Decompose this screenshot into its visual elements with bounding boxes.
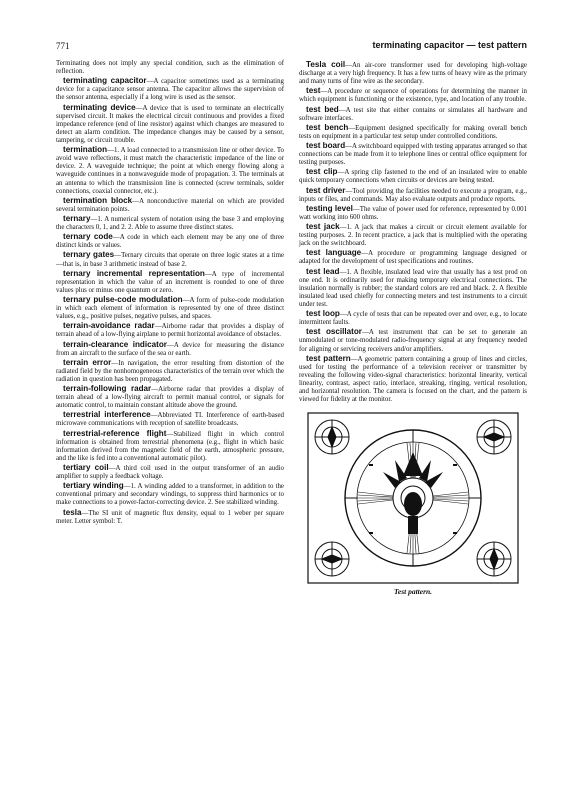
entry-definition: —The value of power used for reference, represented by 0.001 watt working into 600 ohms. bbox=[299, 205, 527, 221]
entry-definition: —A test instrument that can be set to generate an unmodulated or tone-modulated radio-frequency signal at any frequency needed for aligning or servicing receivers and/or amplifiers. bbox=[299, 329, 527, 353]
page-number: 771 bbox=[56, 41, 70, 51]
page-header bbox=[56, 30, 527, 52]
entry-definition: —A procedure or sequence of operations for determining the manner in which equipment is functioning or the existence, type, and location of any trouble. bbox=[299, 88, 527, 104]
entry-definition: —A third coil used in the output transformer of an audio amplifier to supply a feedback voltage. bbox=[56, 465, 284, 481]
dictionary-entry bbox=[56, 103, 284, 146]
entry-definition: —1. A numerical system of notation using the base 3 and employing the characters 0, 1, and 2. 2. Able to assume three distinct states. bbox=[56, 215, 284, 232]
entry-term: test lead bbox=[306, 266, 340, 276]
dictionary-entry bbox=[56, 340, 284, 358]
dictionary-entry bbox=[299, 222, 527, 248]
entry-definition: —A form of pulse-code modulation in which each element of information is represented by one of three distinct values, e.g., positive pulses, negative pulses, and spaces. bbox=[56, 296, 285, 321]
dictionary-entry bbox=[299, 123, 527, 141]
dictionary-entry bbox=[299, 105, 527, 123]
dictionary-entry bbox=[56, 321, 284, 339]
right-column bbox=[299, 60, 527, 404]
entry-term: tesla bbox=[63, 507, 82, 517]
corner-circle-top-right bbox=[477, 420, 511, 454]
dictionary-entry bbox=[299, 327, 527, 353]
entry-term: terminating device bbox=[63, 102, 136, 112]
dictionary-entry bbox=[56, 358, 284, 384]
entry-term: test bench bbox=[306, 122, 349, 132]
dictionary-entry bbox=[56, 214, 284, 232]
entry-term: terrain error bbox=[63, 357, 112, 367]
dictionary-entry bbox=[56, 295, 284, 321]
entry-term: ternary incremental representation bbox=[63, 268, 205, 278]
entry-term: termination block bbox=[63, 195, 133, 205]
dictionary-entry bbox=[56, 250, 284, 268]
entry-definition: —1. A jack that makes a circuit or circuit element available for testing purposes. 2. In recent practice, a jack that is multiplied with the operating jack on the switchboard. bbox=[299, 223, 527, 248]
dictionary-entry bbox=[56, 481, 284, 507]
entry-definition: —A cycle of tests that can be repeated over and over, e.g., to locate intermittent faults. bbox=[299, 311, 527, 327]
entry-definition: —A procedure or programming language designed or adapted for the development of test specifications and routines. bbox=[299, 250, 527, 266]
entry-definition: —A device that is used to terminate an electrically supervised circuit. It makes the electrical circuit continuous and provides a fixed impedance reference (end of line resistor) against which changes are measured to detect an alarm condition. The impedance changes may be caused by a sensor, tampering, or circuit trouble. bbox=[56, 104, 284, 144]
entry-definition: —A type of incremental representation in which the value of an increment is rounded to one of three values plus or minus one quantum or zero. bbox=[56, 270, 284, 294]
entry-definition: —A geometric pattern containing a group of lines and circles, used for testing the performance of a television receiver or transmitter by revealing the following video-signal characteristics: horizontal linearity, vertical linearity, contrast, aspect ratio, interlace, streaking, ringing, vertical resolution, and horizontal resolution. The camera is focused on the chart, and the pattern is viewed for fidelity at the monitor. bbox=[299, 355, 527, 404]
entry-term: test board bbox=[306, 140, 346, 150]
entry-definition: —1. A load connected to a transmission line or other device. To avoid wave reflections, it must match the characteristic impedance of the line or device. 2. A waveguide technique; the point at which energy flowing along a waveguide continues in a nonwaveguide mode of propagation. 3. The terminals at an antenna to which the transmission line is connected (screw terminals, solder connections, coaxial connector, etc.). bbox=[56, 147, 284, 195]
entry-term: tertiary winding bbox=[63, 481, 124, 491]
dictionary-entry bbox=[56, 232, 284, 250]
dictionary-entry bbox=[299, 248, 527, 266]
dictionary-entry bbox=[56, 60, 284, 76]
entry-term: ternary gates bbox=[63, 250, 115, 260]
entry-term: test bbox=[306, 86, 321, 96]
entry-term: test jack bbox=[306, 221, 340, 231]
corner-circle-bottom-right bbox=[477, 542, 511, 576]
dictionary-entry bbox=[299, 60, 527, 86]
two-column-body bbox=[56, 60, 527, 597]
entry-definition: —A spring clip fastened to the end of an insulated wire to enable quick temporary connections when circuits or devices are being tested. bbox=[299, 169, 528, 185]
dictionary-entry bbox=[299, 141, 527, 167]
entry-term: ternary code bbox=[63, 232, 113, 242]
dictionary-entry bbox=[56, 463, 284, 481]
dictionary-entry bbox=[299, 204, 527, 222]
entry-term: Tesla coil bbox=[306, 60, 346, 69]
dictionary-entry bbox=[299, 86, 527, 104]
entry-definition: Terminating does not imply any special condition, such as the elimination of reflection. bbox=[56, 60, 284, 76]
entry-term: tertiary coil bbox=[63, 463, 109, 473]
entry-term: terrain-clearance indicator bbox=[63, 339, 167, 349]
right-column-wrapper bbox=[299, 60, 527, 597]
entry-term: test oscillator bbox=[306, 327, 362, 337]
entry-definition: —Equipment designed specifically for making overall bench tests on equipment in a particular test setup under controlled conditions. bbox=[299, 124, 527, 140]
entry-term: ternary pulse-code modulation bbox=[63, 294, 183, 304]
entry-definition: —Abbreviated TI. Interference of earth-based microwave communications with reception of satellite broadcasts. bbox=[56, 412, 284, 428]
entry-definition: —1. A winding added to a transformer, in addition to the conventional primary and secondary windings, to suppress third harmonics or to make connections to a power-factor-correcting device. 2. See stabilized winding. bbox=[56, 483, 284, 507]
dictionary-entry bbox=[56, 410, 284, 428]
entry-definition: —Stabilized flight in which control information is obtained from terrestrial phenomena (e.g., flight in which basic information derived from the magnetic field of the earth, atmospheric pressure, and the like is fed into a conventional automatic pilot). bbox=[56, 430, 285, 462]
entry-definition: —A capacitor sometimes used as a terminating device for a capacitance sensor antenna. The capacitor allows the supervision of the sensor antenna, especially if a long wire is used as the sensor. bbox=[56, 78, 284, 102]
dictionary-entry bbox=[299, 267, 527, 310]
entry-definition: —In navigation, the error resulting from distortion of the radiated field by the nonhomogeneous characteristics of the terrain over which the radiation in question has been propagated. bbox=[56, 359, 285, 383]
entry-term: test clip bbox=[306, 167, 338, 177]
corner-circle-bottom-left bbox=[315, 542, 349, 576]
dictionary-entry bbox=[56, 145, 284, 196]
corner-circle-top-left bbox=[315, 420, 349, 454]
entry-term: terrestrial-reference flight bbox=[63, 428, 167, 438]
entry-term: test language bbox=[306, 248, 362, 258]
entry-term: terrain-avoidance radar bbox=[63, 321, 155, 331]
entry-term: testing level bbox=[306, 203, 353, 213]
running-head: terminating capacitor — test pattern bbox=[372, 40, 527, 50]
dictionary-entry bbox=[299, 354, 527, 405]
dictionary-entry bbox=[56, 196, 284, 214]
dictionary-entry bbox=[299, 167, 527, 185]
left-column bbox=[56, 60, 284, 597]
entry-term: ternary bbox=[63, 213, 91, 223]
entry-term: termination bbox=[63, 145, 108, 155]
dictionary-entry bbox=[56, 76, 284, 102]
entry-definition: —A nonconductive material on which are provided several termination points. bbox=[56, 197, 284, 213]
entry-term: test bed bbox=[306, 104, 339, 114]
entry-term: terrestrial interference bbox=[63, 410, 151, 420]
entry-definition: —Airborne radar that provides a display of terrain ahead of a low-flying aircraft to permit manual control, or signals for automatic control, to maintain constant altitude above the ground. bbox=[56, 386, 284, 410]
entry-definition: —1. A flexible, insulated lead wire that usually has a test prod on one end. It is ordinarily used for making temporary electrical connections. The insulation normally is rubber; the standard colors are red and black. 2. A flexible insulated lead used chiefly for connecting meters and test instruments to a circuit under test. bbox=[299, 268, 527, 308]
entry-term: test driver bbox=[306, 185, 346, 195]
dictionary-entry bbox=[56, 508, 284, 526]
entry-definition: —A code in which each element may be any one of three distinct kinds or values. bbox=[56, 234, 284, 250]
entry-definition: —A device for measuring the distance from an aircraft to the surface of the sea or earth. bbox=[56, 341, 284, 357]
dictionary-entry bbox=[56, 384, 284, 410]
entry-term: terrain-following radar bbox=[63, 384, 152, 394]
entry-definition: —Tool providing the facilities needed to execute a program, e.g., inputs or files, and commands. May also evaluate outputs and produce reports. bbox=[299, 187, 527, 203]
dictionary-entry bbox=[299, 186, 527, 204]
entry-definition: —Ternary circuits that operate on three logic states at a time—that is, in base 3 arithmetic instead of base 2. bbox=[56, 252, 284, 268]
entry-term: test loop bbox=[306, 309, 340, 319]
entry-term: terminating capacitor bbox=[63, 76, 147, 86]
dictionary-entry bbox=[56, 269, 284, 295]
entry-definition: —A switchboard equipped with testing apparatus arranged so that connections can be made from it to telephone lines or central office equipment for testing purposes. bbox=[299, 142, 527, 167]
entry-definition: —The SI unit of magnetic flux density, equal to 1 weber per square meter. Letter symbol: T. bbox=[56, 509, 284, 525]
figure-caption: Test pattern. bbox=[393, 587, 433, 597]
dictionary-entry bbox=[56, 429, 284, 463]
test-pattern-figure bbox=[299, 412, 527, 597]
entry-definition: —A test site that either contains or simulates all hardware and software interfaces. bbox=[299, 106, 527, 122]
dictionary-entry bbox=[299, 309, 527, 327]
entry-term: test pattern bbox=[306, 353, 351, 363]
entry-definition: —Airborne radar that provides a display of terrain ahead of a low-flying airplane to permit horizontal avoidance of obstacles. bbox=[56, 323, 284, 339]
test-pattern-illustration bbox=[307, 412, 519, 584]
entry-definition: —An air-core transformer used for developing high-voltage discharge at a very high frequency. It has a few turns of heavy wire as the primary and many turns of fine wire as the secondary. bbox=[299, 62, 527, 86]
